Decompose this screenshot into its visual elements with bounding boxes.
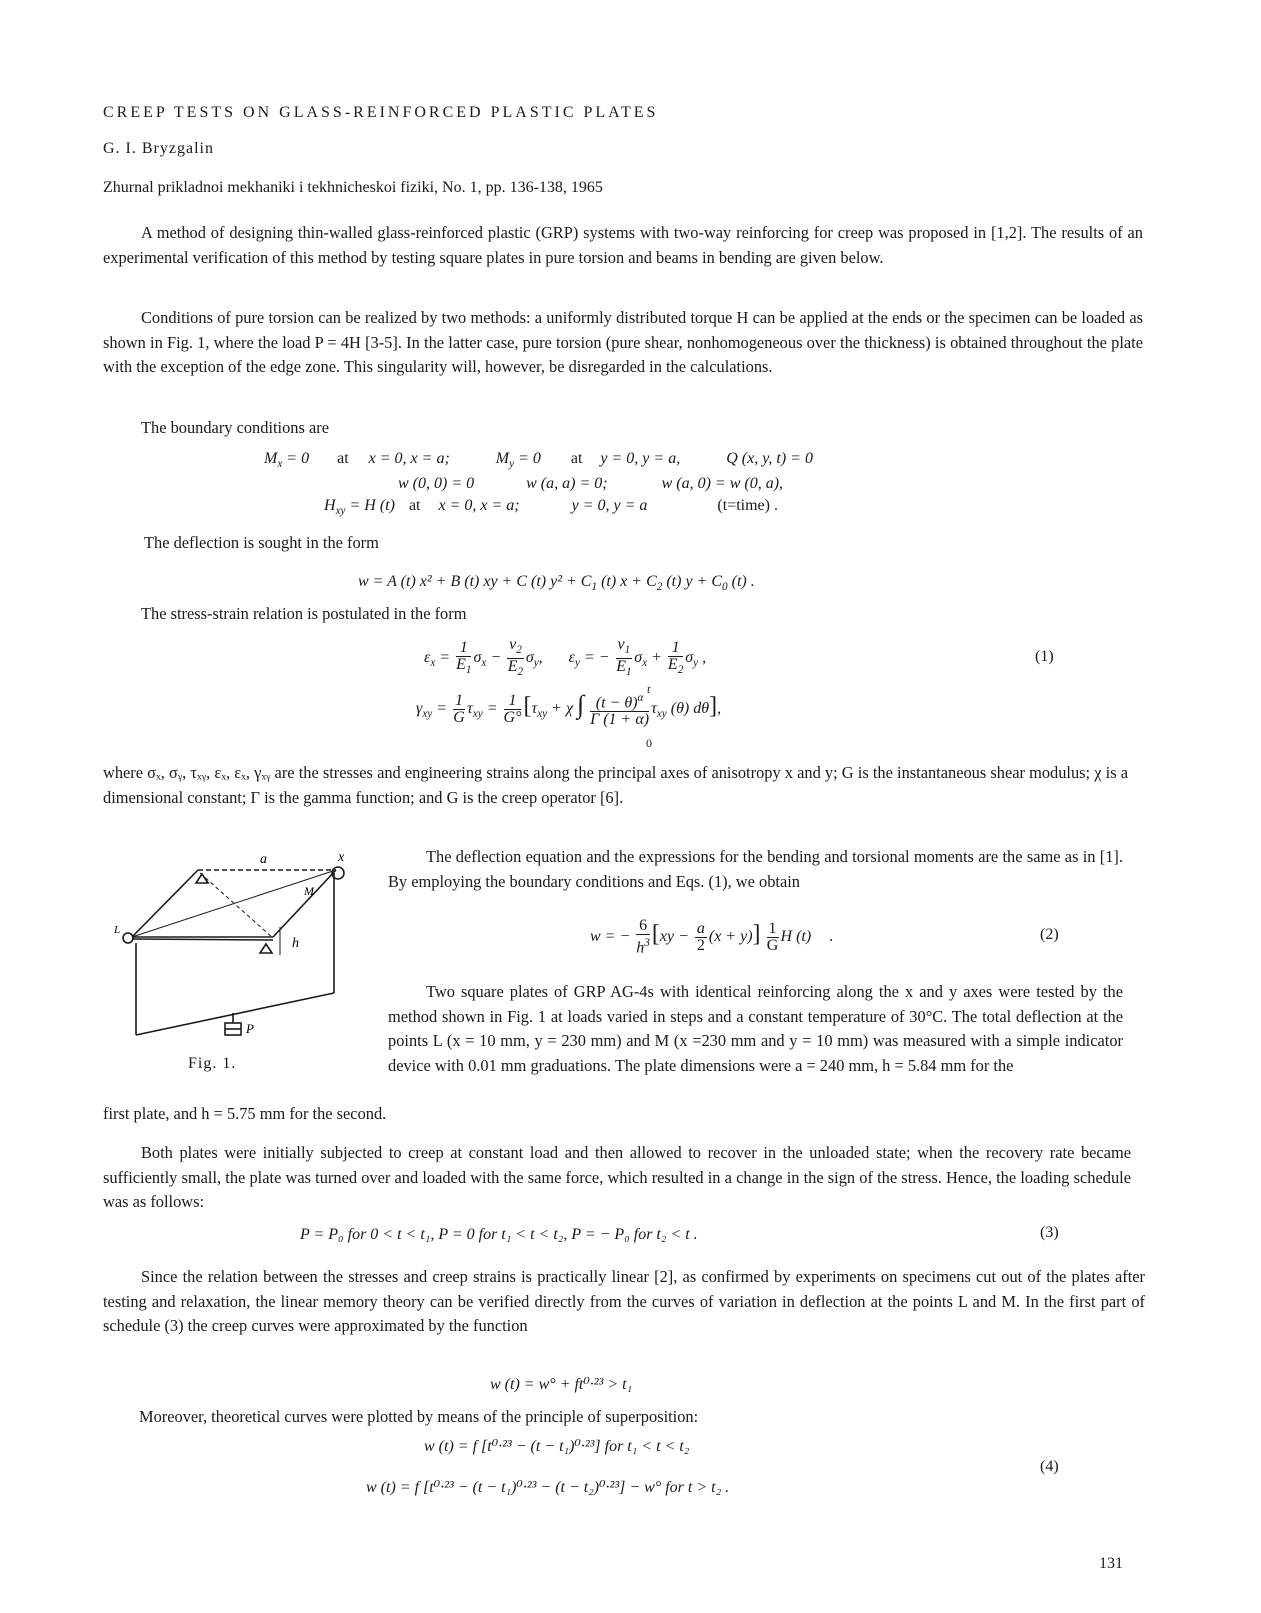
paragraph-boundary-intro: The boundary conditions are	[141, 418, 329, 437]
paragraph-experiment-continued: first plate, and h = 5.75 mm for the second.	[103, 1104, 387, 1123]
paper-title: CREEP TESTS ON GLASS-REINFORCED PLASTIC PLATES	[103, 104, 659, 121]
journal-citation: Zhurnal prikladnoi mekhaniki i tekhnicheskoi fiziki, No. 1, pp. 136-138, 1965	[103, 179, 603, 196]
paragraph-loading	[103, 1141, 1131, 1215]
figure-1-plate-diagram	[108, 843, 358, 1043]
paragraph-linear-memory	[103, 1265, 1145, 1339]
paper-author: G. I. Bryzgalin	[103, 140, 214, 157]
equation-4-number: (4)	[1040, 1458, 1059, 1475]
equation-1-line-1: $\varepsilon_x$ = $\frac{1}{E_1}$ $\sigma_x$ − $\frac{\nu_2}{E_2}$ $\sigma_y$, $\varepsilon_y$ = − $\frac{\nu_1}{E_1}$ $\sigma_x$ + $\frac{1}{E_2}$ $\sigma_y$ ,	[424, 636, 707, 679]
figure-label-p: P	[246, 1021, 254, 1036]
paragraph-deflection-intro: The deflection is sought in the form	[144, 533, 379, 552]
paragraph-stress-strain-intro: The stress-strain relation is postulated in the form	[141, 604, 467, 623]
paragraph-experiment	[388, 980, 1123, 1078]
equation-1-line-2: $\gamma_{xy}$ = $\frac{1}{G}$ $\tau_{xy}$ = $\frac{1}{G^\circ}$ [$\tau_{xy} + \chi$ ∫ $\frac{(t - \theta)^\alpha}{\Gamma (1 + \alpha)}$ $\tau_{xy}$ (θ) dθ],	[416, 690, 722, 729]
figure-label-a: a	[260, 852, 267, 867]
paragraph-intro-text: A method of designing thin-walled glass-reinforced plastic (GRP) systems with two-way reinforcing for creep was proposed in [1,2]. The results of an experimental verification of this method by testing square plates in pure torsion and beams in bending are given below.	[103, 223, 1143, 267]
equation-4-line-2: w (t) = f [t⁰·²³ − (t − t₁)⁰·²³ − (t − t₂)⁰·²³] − w° for t > t₂ .	[366, 1479, 730, 1496]
equation-3: P = P₀ for 0 < t < t₁, P = 0 for t₁ < t < t₂, P = − P₀ for t₂ < t .	[300, 1226, 698, 1243]
figure-label-x: x	[338, 850, 345, 865]
equation-4-line-1: w (t) = f [t⁰·²³ − (t − t₁)⁰·²³] for t₁ < t < t₂	[424, 1438, 690, 1455]
page-number: 131	[1099, 1555, 1123, 1572]
paragraph-loading-text: Both plates were initially subjected to creep at constant load and then allowed to recover in the unloaded state; when the recovery rate became sufficiently small, the plate was turned over and loaded with the same force, which resulted in a change in the sign of the stress. Hence, the loading schedule was as follows:	[103, 1143, 1131, 1211]
paragraph-intro	[103, 221, 1143, 270]
paragraph-experiment-text: Two square plates of GRP AG-4s with identical reinforcing along the x and y axes were tested by the method shown in Fig. 1 at loads varied in steps and a constant temperature of 30°C. The total deflection at the points L (x = 10 mm, y = 230 mm) and M (x =230 mm and y = 10 mm) was measured with a simple indicator device with 0.01 mm graduations. The plate dimensions were a = 240 mm, h = 5.84 mm for the	[388, 982, 1123, 1075]
equation-3-number: (3)	[1040, 1224, 1059, 1241]
paragraph-deflection-eq	[388, 845, 1123, 894]
paragraph-superposition: Moreover, theoretical curves were plotted by means of the principle of superposition:	[139, 1407, 699, 1426]
paragraph-deflection-eq-text: The deflection equation and the expressions for the bending and torsional moments are the same as in [1]. By employing the boundary conditions and Eqs. (1), we obtain	[388, 847, 1123, 891]
paragraph-torsion-text: Conditions of pure torsion can be realized by two methods: a uniformly distributed torque H can be applied at the ends or the specimen can be loaded as shown in Fig. 1, where the load P = 4H [3-5]. In the latter case, pure torsion (pure shear, nonhomogeneous over the thickness) is obtained throughout the plate with the exception of the edge zone. This singularity will, however, be disregarded in the calculations.	[103, 308, 1143, 376]
integral-lower-limit: 0	[646, 736, 652, 750]
paragraph-where: where σₓ, σᵧ, τₓᵧ, εₓ, εₓ, γₓᵧ are the stresses and engineering strains along the principal axes of anisotropy x and y; G is the instantaneous shear modulus; χ is a dimensional constant; Γ is the gamma function; and G is the creep operator [6].	[103, 763, 1128, 807]
deflection-form-equation: w = A (t) x² + B (t) xy + C (t) $y^2 + C_1$ (t) $x + C_2$ (t) $y + C_0$ (t) .	[358, 573, 755, 594]
figure-label-m: M	[304, 884, 314, 898]
integral-upper-limit: t	[647, 682, 651, 696]
equation-2: w = − $\frac{6}{h^3}$ [xy − $\frac{a}{2}$ (x + y)] $\frac{1}{G}$ H (t) .	[590, 917, 834, 957]
paragraph-linear-memory-text: Since the relation between the stresses and creep strains is practically linear [2], as confirmed by experiments on specimens cut out of the plates after testing and relaxation, the linear memory theory can be verified directly from the curves of variation in deflection at the points L and M. In the first part of schedule (3) the creep curves were approximated by the function	[103, 1267, 1145, 1335]
boundary-conditions-line-3: $H_{xy} = H$ (t) at x = 0, x = a; y = 0, y = a (t=time) .	[324, 497, 778, 518]
boundary-conditions-line-2: w (0, 0) = 0 w (a, a) = 0; w (a, 0) = w (0, a),	[398, 475, 784, 492]
figure-1-caption: Fig. 1.	[188, 1055, 237, 1072]
figure-label-l: L	[114, 924, 121, 936]
equation-1-number: (1)	[1035, 648, 1054, 665]
paragraph-torsion	[103, 306, 1143, 380]
equation-2-number: (2)	[1040, 926, 1059, 943]
boundary-conditions-line-1: $M_x = 0$ at x = 0, x = a; $M_y = 0$ at y = 0, y = a, Q (x, y, t) = 0	[264, 450, 813, 471]
equation-creep-approximation: w (t) = w° + ft⁰·²³ > t₁	[490, 1376, 633, 1393]
figure-label-h: h	[292, 936, 299, 951]
